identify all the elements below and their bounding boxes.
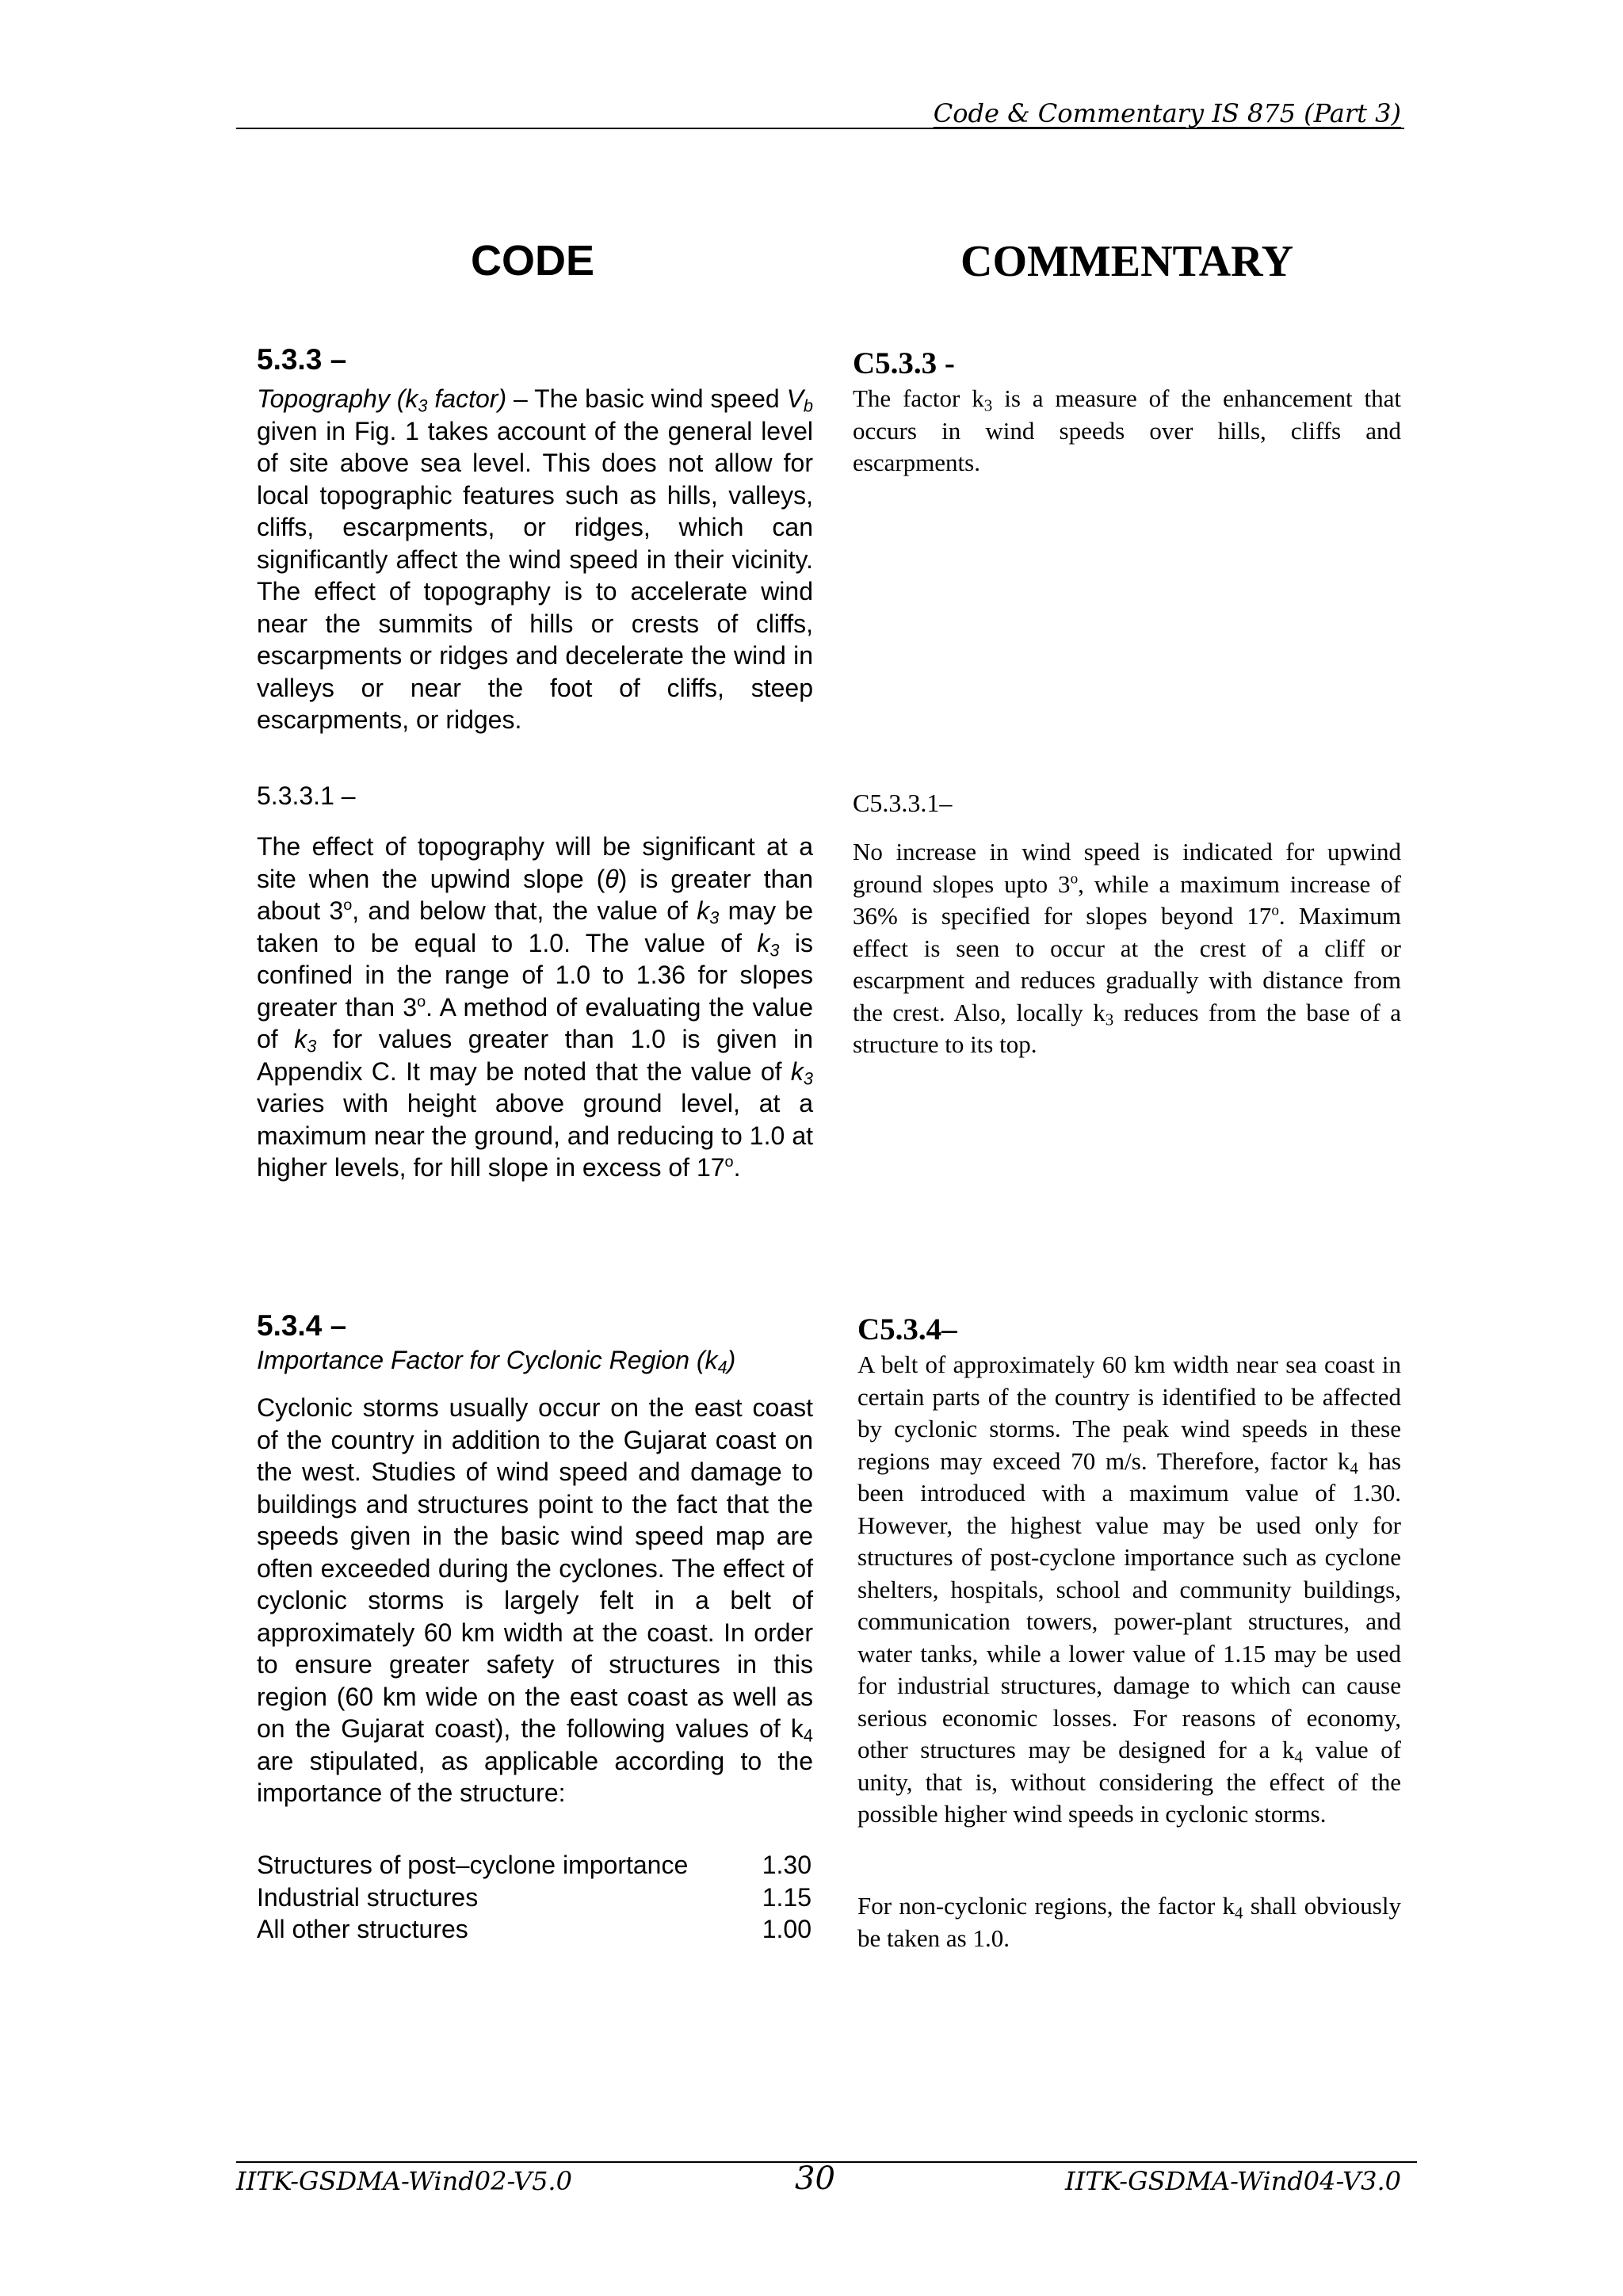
factor-row: Structures of post–cyclone importance 1.30: [257, 1851, 812, 1879]
commentary-5-3-3-1-heading: C5.3.3.1–: [853, 789, 953, 817]
section-5-3-4-text: Cyclonic storms usually occur on the east coast of the country in addition to the Gujarat coast on the west. Studies of wind speed and damage to buildings and structures point to the fact that the speeds given in the basic wind speed map are often exceeded during the cyclones. The effect of cyclonic storms is largely felt in a belt of approximately 60 km width at the coast. In order to ensure greater safety of structures in this region (60 km wide on the east coast as well as on the Gujarat coast), the following values of $k_4$ are stipulated, as applicable according to the importance of the structure:: [257, 1393, 813, 1807]
section-5-3-3-1-heading: 5.3.3.1 –: [257, 781, 356, 810]
footer-right-code: IITK-GSDMA-Wind04-V3.0: [1065, 2166, 1401, 2196]
commentary-5-3-4-non-cyclonic: For non-cyclonic regions, the factor $k_4$ shall obviously be taken as 1.0.: [857, 1892, 1401, 1952]
section-5-3-3-text: Topography ($k_3$ factor) – The basic wind speed $V_b$ given in Fig. 1 takes account of the general level of site above sea level. This does not allow for local topographic features such as hills, valleys, cliffs, escarpments, or ridges, which can significantly affect the wind speed in their vicinity. The effect of topography is to accelerate wind near the summits of hills or crests of cliffs, escarpments or ridges and decelerate the wind in valleys or near the foot of cliffs, steep escarpments, or ridges.: [257, 384, 814, 734]
section-5-3-3-1-text: The effect of topography will be significant at a site when the upwind slope (θ) is greater than about 3$^o$, and below that, the value of $k_3$ may be taken to be equal to 1.0. The value of $k_3$ is confined in the range of 1.0 to 1.36 for slopes greater than 3$^o$. A method of evaluating the value of $k_3$ for values greater than 1.0 is given in Appendix C. It may be noted that the value of $k_3$ varies with height above ground level, at a maximum near the ground, and reducing to 1.0 at higher levels, for hill slope in excess of 17$^o$.: [257, 832, 814, 1182]
header-rule: [236, 128, 1404, 129]
factor-row: All other structures 1.00: [257, 1915, 812, 1943]
running-header: Code & Commentary IS 875 (Part 3): [933, 98, 1401, 128]
commentary-5-3-3-text: The factor $k_3$ is a measure of the enhancement that occurs in wind speeds over hills, cliffs and escarpments.: [853, 384, 1401, 476]
importance-factor-table: [257, 1849, 812, 1946]
footer-left-code: IITK-GSDMA-Wind02-V5.0: [236, 2166, 572, 2196]
page-number: 30: [795, 2160, 835, 2197]
commentary-5-3-3-heading: C5.3.3 -: [853, 346, 955, 380]
commentary-5-3-4-text: A belt of approximately 60 km width near sea coast in certain parts of the country is identified to be affected by cyclonic storms. The peak wind speeds in these regions may exceed 70 m/s. Therefore, factor $k_4$ has been introduced with a maximum value of 1.30. However, the highest value may be used only for structures of post-cyclone importance such as cyclone shelters, hospitals, school and community buildings, communication towers, power-plant structures, and water tanks, while a lower value of 1.15 may be used for industrial structures, damage to which can cause serious economic losses. For reasons of economy, other structures may be designed for a $k_4$ value of unity, that is, without considering the effect of the possible higher wind speeds in cyclonic storms.: [857, 1350, 1401, 1828]
section-5-3-3-title: Topography ($k_3$ factor): [257, 384, 507, 416]
section-5-3-4-heading: 5.3.4 –: [257, 1309, 347, 1342]
factor-row: Industrial structures 1.15: [257, 1882, 812, 1912]
code-column-title: CODE: [471, 237, 595, 285]
section-5-3-4-title: Importance Factor for Cyclonic Region $(k_4)$: [257, 1346, 736, 1377]
commentary-5-3-3-1-text: No increase in wind speed is indicated for upwind ground slopes upto 3$^o$, while a maximum increase of 36% is specified for slopes beyond 17$^o$. Maximum effect is seen to occur at the crest of a cliff or escarpment and reduces gradually with distance from the crest. Also, locally $k_3$ reduces from the base of a structure to its top.: [853, 838, 1402, 1058]
commentary-column-title: COMMENTARY: [960, 237, 1294, 286]
commentary-5-3-4-heading: C5.3.4–: [857, 1312, 957, 1347]
section-5-3-3-heading: 5.3.3 –: [257, 343, 347, 376]
